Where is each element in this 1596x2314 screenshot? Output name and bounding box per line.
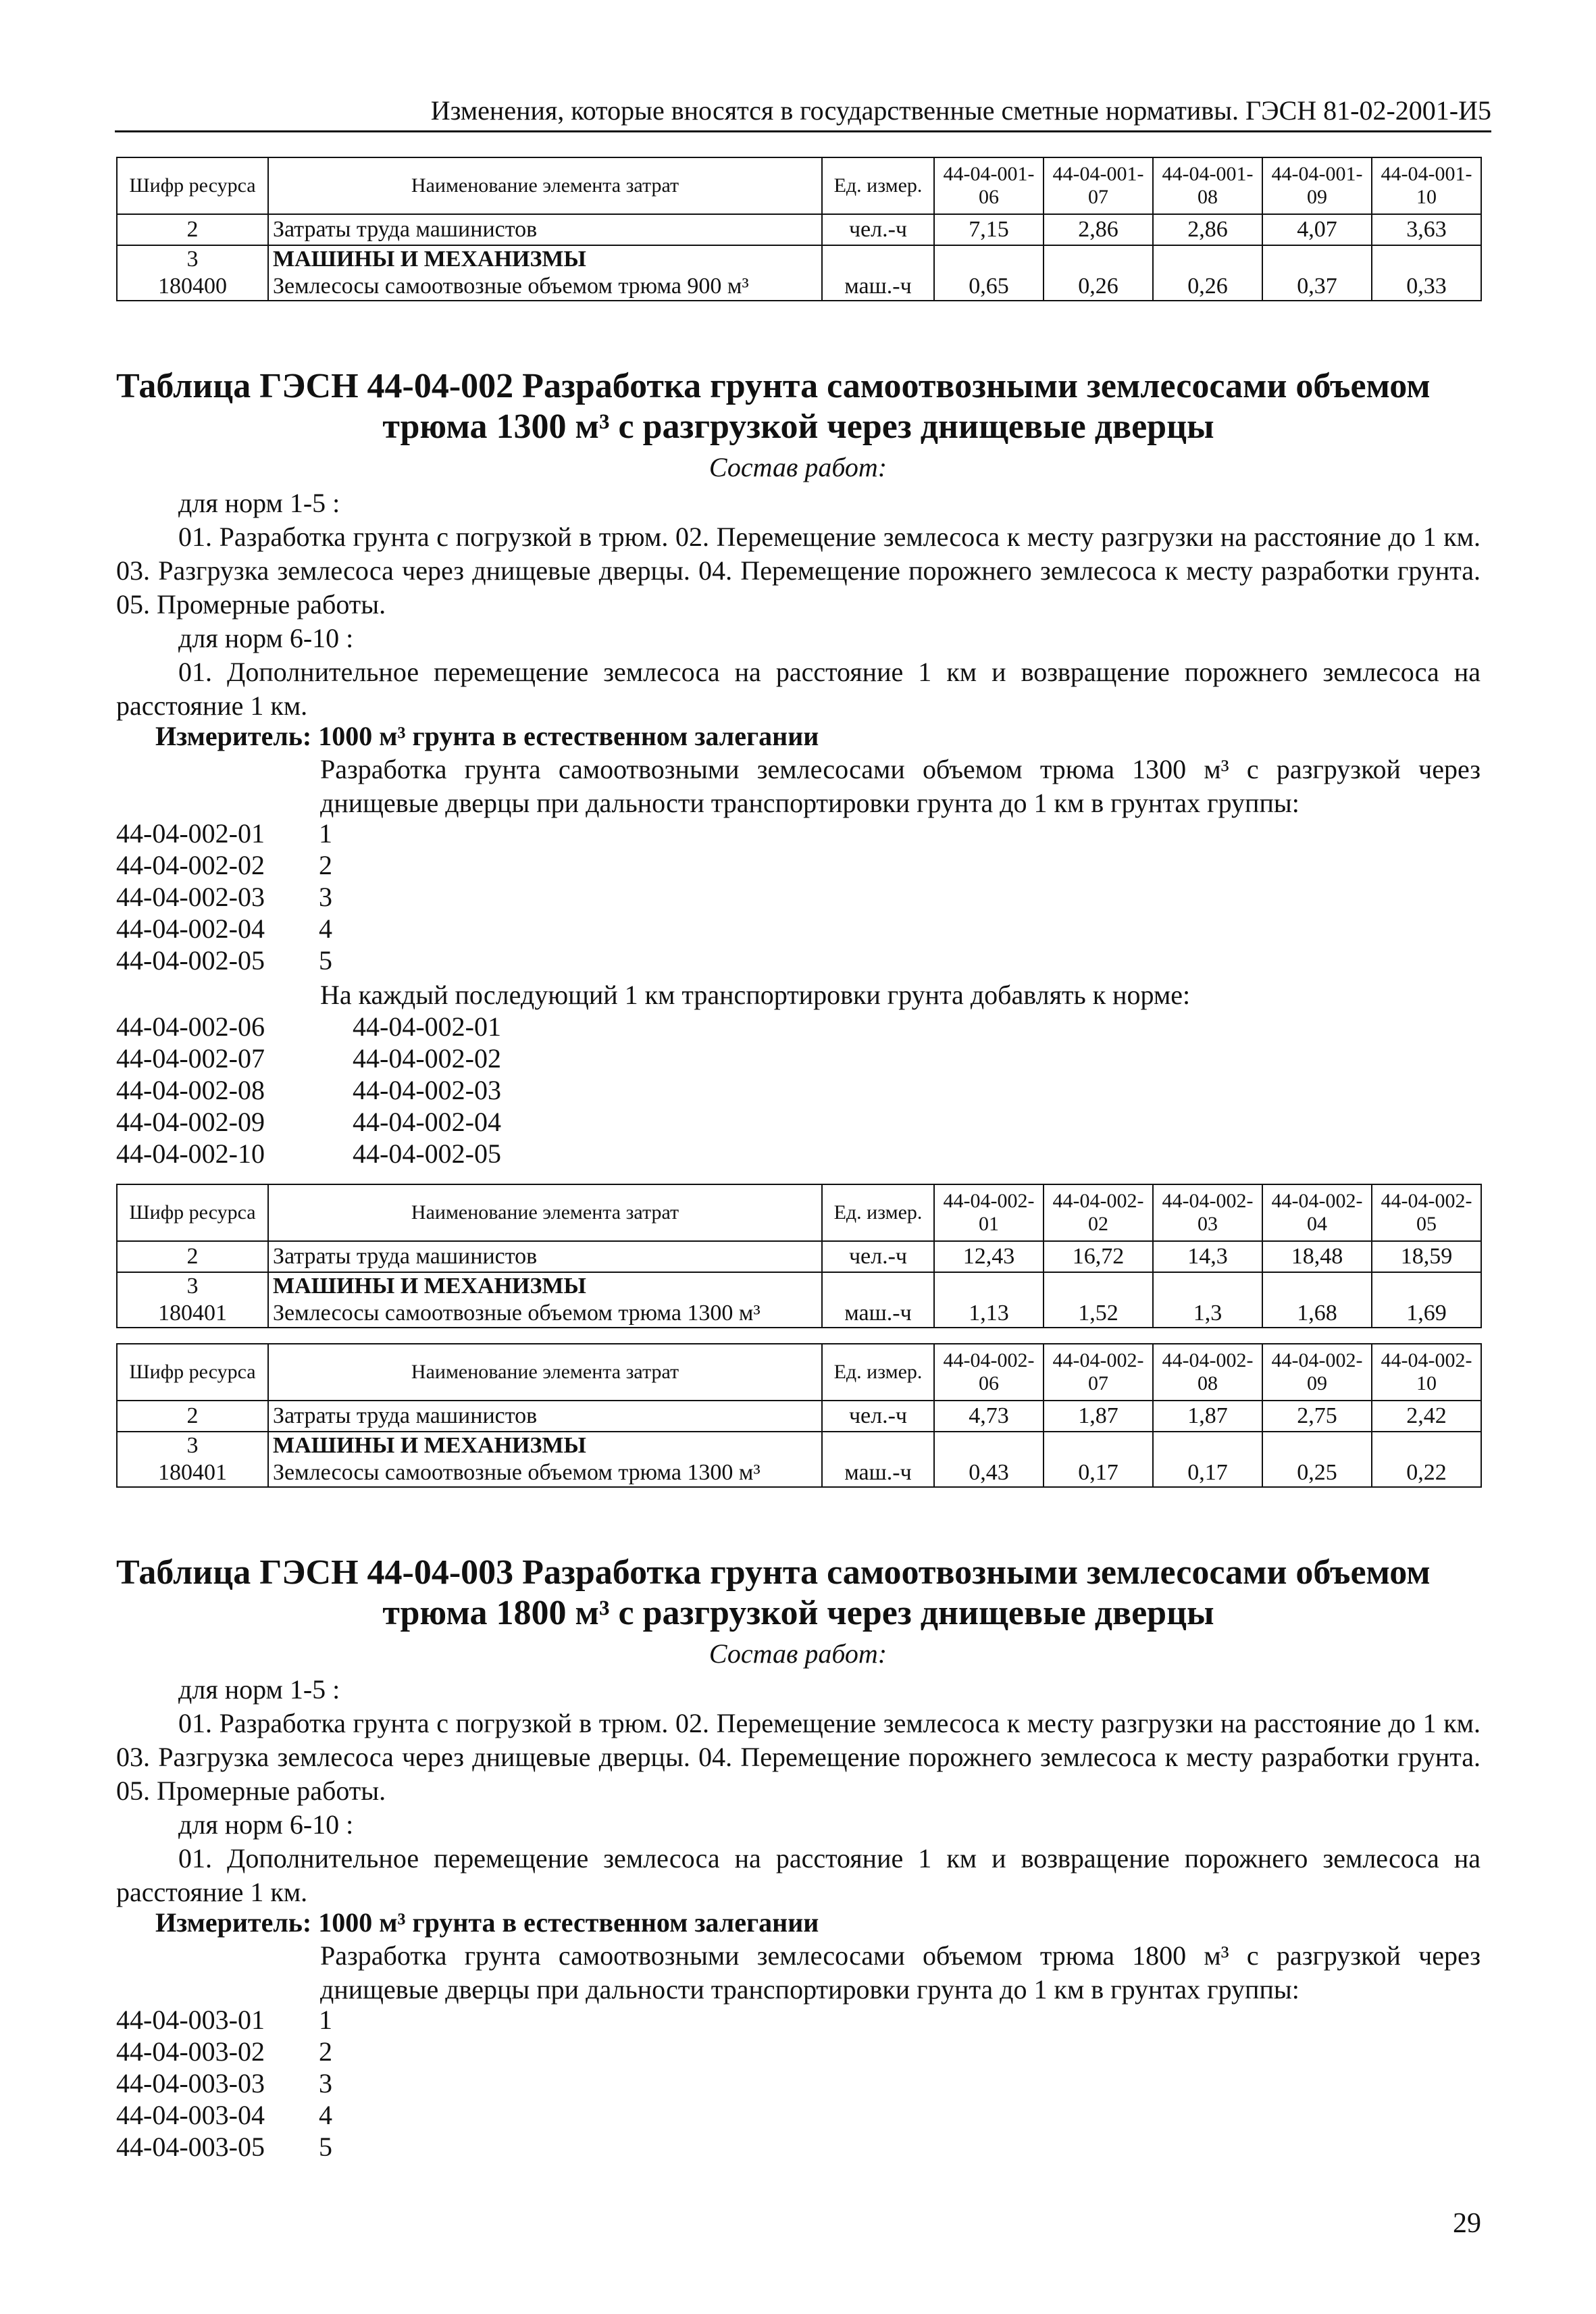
resource-value: 2,42 (1372, 1401, 1481, 1432)
work-description: 01. Разработка грунта с погрузкой в трюм. 02. Перемещение землесоса к месту разгрузки на расстояние до 1 км. 03. Разгрузка землесоса через днищевые дверцы. 04. Перемещение порожнего землесоса к месту разработки грунта. 05. Промерные работы. (116, 522, 1481, 620)
norm-code-list (116, 818, 521, 976)
header-norm-code: 44-04-002-02 (1044, 1184, 1153, 1241)
resource-code: 2 (117, 214, 268, 245)
resource-value: 4,73 (934, 1401, 1044, 1432)
resource-name: Затраты труда машинистов (268, 1401, 822, 1432)
resource-value: 1,87 (1044, 1401, 1153, 1432)
norm-code-list (116, 1011, 555, 1169)
resource-value: 0,25 (1262, 1459, 1372, 1487)
resource-group-name: МАШИНЫ И МЕХАНИЗМЫ (268, 1272, 822, 1300)
section-title (116, 366, 1481, 447)
table-row (117, 245, 1481, 273)
page-header: Изменения, которые вносятся в государственные сметные нормативы. ГЭСН 81-02-2001-И5 (115, 95, 1491, 132)
header-norm-code: 44-04-002-01 (934, 1184, 1044, 1241)
table-row (117, 1459, 1481, 1487)
resource-name: Землесосы самоотвозные объемом трюма 1300 м³ (268, 1300, 822, 1328)
list-item: 44-04-002-07 44-04-002-02 (116, 1043, 501, 1074)
resource-value: 1,52 (1044, 1300, 1153, 1328)
resource-code: 180401 (117, 1459, 268, 1487)
resource-value: 1,13 (934, 1300, 1044, 1328)
header-norm-code: 44-04-002-10 (1372, 1344, 1481, 1401)
resource-table-2 (116, 1184, 1482, 1328)
table-row (117, 1401, 1481, 1432)
header-norm-code: 44-04-002-07 (1044, 1344, 1153, 1401)
header-norm-code: 44-04-001-10 (1372, 157, 1481, 214)
table-row (117, 214, 1481, 245)
table-row (117, 1272, 1481, 1300)
resource-value: 12,43 (934, 1241, 1044, 1272)
resource-name: Землесосы самоотвозные объемом трюма 1300 м³ (268, 1459, 822, 1487)
header-code: Шифр ресурса (117, 157, 268, 214)
resource-value: 1,87 (1153, 1401, 1262, 1432)
resource-name: Землесосы самоотвозные объемом трюма 900 м³ (268, 273, 822, 301)
header-norm-code: 44-04-001-06 (934, 157, 1044, 214)
list-item: 44-04-002-09 44-04-002-04 (116, 1107, 501, 1137)
norms-range-label: для норм 1-5 : (178, 488, 340, 518)
section-title (116, 1553, 1481, 1634)
resource-value: 0,26 (1044, 273, 1153, 301)
resource-group-name: МАШИНЫ И МЕХАНИЗМЫ (268, 245, 822, 273)
header-name: Наименование элемента затрат (268, 1344, 822, 1401)
resource-value: 3,63 (1372, 214, 1481, 245)
resource-value: 1,68 (1262, 1300, 1372, 1328)
section-title-line2: трюма 1300 м³ с разгрузкой через днищевые дверцы (382, 407, 1214, 446)
list-item: 44-04-002-08 44-04-002-03 (116, 1075, 501, 1105)
resource-unit: маш.-ч (822, 1300, 934, 1328)
resource-table-3 (116, 1343, 1482, 1488)
resource-unit: чел.-ч (822, 214, 934, 245)
table-row (117, 1432, 1481, 1459)
norm-description: Разработка грунта самоотвозными землесосами объемом трюма 1300 м³ с разгрузкой через днищевые дверцы при дальности транспортировки грунта до 1 км в грунтах группы: (320, 754, 1481, 818)
section-subtitle: Состав работ: (709, 1638, 887, 1669)
resource-value: 0,22 (1372, 1459, 1481, 1487)
resource-unit: чел.-ч (822, 1401, 934, 1432)
resource-code: 180401 (117, 1300, 268, 1328)
resource-value: 2,75 (1262, 1401, 1372, 1432)
resource-group-name: МАШИНЫ И МЕХАНИЗМЫ (268, 1432, 822, 1459)
header-norm-code: 44-04-001-07 (1044, 157, 1153, 214)
table-row (117, 273, 1481, 301)
header-unit: Ед. измер. (822, 157, 934, 214)
header-unit: Ед. измер. (822, 1344, 934, 1401)
resource-code: 3 (117, 1272, 268, 1300)
norm-description: Разработка грунта самоотвозными землесосами объемом трюма 1800 м³ с разгрузкой через днищевые дверцы при дальности транспортировки грунта до 1 км в грунтах группы: (320, 1940, 1481, 2005)
section-title-line1: Таблица ГЭСН 44-04-003 Разработка грунта самоотвозными землесосами объемом (116, 1553, 1431, 1592)
resource-value: 2,86 (1153, 214, 1262, 245)
header-norm-code: 44-04-002-08 (1153, 1344, 1262, 1401)
resource-value: 7,15 (934, 214, 1044, 245)
header-norm-code: 44-04-002-05 (1372, 1184, 1481, 1241)
measure-unit: Измеритель: 1000 м³ грунта в естественном залегании (155, 721, 819, 751)
resource-value: 1,69 (1372, 1300, 1481, 1328)
resource-code: 180400 (117, 273, 268, 301)
header-code: Шифр ресурса (117, 1344, 268, 1401)
resource-unit: маш.-ч (822, 1459, 934, 1487)
header-norm-code: 44-04-002-06 (934, 1344, 1044, 1401)
resource-value: 16,72 (1044, 1241, 1153, 1272)
resource-value: 0,26 (1153, 273, 1262, 301)
norms-range-label: для норм 1-5 : (178, 1674, 340, 1705)
resource-table-1 (116, 157, 1482, 301)
table-row (117, 1300, 1481, 1328)
resource-code: 2 (117, 1401, 268, 1432)
list-item: 44-04-002-03 3 (116, 882, 332, 912)
list-item: 44-04-002-01 1 (116, 818, 332, 849)
resource-unit: маш.-ч (822, 273, 934, 301)
resource-value: 0,17 (1044, 1459, 1153, 1487)
section-title-line2: трюма 1800 м³ с разгрузкой через днищевые дверцы (382, 1594, 1214, 1632)
resource-unit: чел.-ч (822, 1241, 934, 1272)
resource-value: 0,43 (934, 1459, 1044, 1487)
norms-range-label: для норм 6-10 : (178, 623, 354, 653)
header-norm-code: 44-04-001-08 (1153, 157, 1262, 214)
list-item: 44-04-002-10 44-04-002-05 (116, 1138, 501, 1169)
resource-value: 0,17 (1153, 1459, 1262, 1487)
header-norm-code: 44-04-002-04 (1262, 1184, 1372, 1241)
resource-code: 2 (117, 1241, 268, 1272)
resource-code: 3 (117, 245, 268, 273)
list-item: 44-04-002-06 44-04-002-01 (116, 1011, 501, 1042)
resource-value: 0,33 (1372, 273, 1481, 301)
resource-value: 2,86 (1044, 214, 1153, 245)
table-row (117, 1241, 1481, 1272)
header-name: Наименование элемента затрат (268, 1184, 822, 1241)
norms-range-label: для норм 6-10 : (178, 1809, 354, 1840)
resource-code: 3 (117, 1432, 268, 1459)
extra-km-note: На каждый последующий 1 км транспортировки грунта добавлять к норме: (320, 980, 1191, 1010)
header-norm-code: 44-04-002-09 (1262, 1344, 1372, 1401)
resource-name: Затраты труда машинистов (268, 1241, 822, 1272)
norm-code-list (116, 2004, 521, 2163)
list-item: 44-04-002-05 5 (116, 945, 332, 976)
section-title-line1: Таблица ГЭСН 44-04-002 Разработка грунта самоотвозными землесосами объемом (116, 367, 1431, 405)
work-description: 01. Дополнительное перемещение землесоса на расстояние 1 км и возвращение порожнего землесоса на расстояние 1 км. (116, 657, 1481, 721)
resource-value: 14,3 (1153, 1241, 1262, 1272)
list-item: 44-04-002-04 4 (116, 913, 332, 944)
list-item: 44-04-003-04 4 (116, 2100, 332, 2130)
list-item: 44-04-003-01 1 (116, 2005, 332, 2035)
resource-value: 1,3 (1153, 1300, 1262, 1328)
work-description: 01. Разработка грунта с погрузкой в трюм. 02. Перемещение землесоса к месту разгрузки на расстояние до 1 км. 03. Разгрузка землесоса через днищевые дверцы. 04. Перемещение порожнего землесоса к месту разработки грунта. 05. Промерные работы. (116, 1708, 1481, 1806)
resource-value: 0,37 (1262, 273, 1372, 301)
section-subtitle: Состав работ: (709, 452, 887, 482)
header-unit: Ед. измер. (822, 1184, 934, 1241)
page-number: 29 (1453, 2208, 1481, 2239)
list-item: 44-04-003-05 5 (116, 2132, 332, 2162)
resource-value: 4,07 (1262, 214, 1372, 245)
header-norm-code: 44-04-001-09 (1262, 157, 1372, 214)
measure-unit: Измеритель: 1000 м³ грунта в естественном залегании (155, 1907, 819, 1938)
resource-value: 0,65 (934, 273, 1044, 301)
header-norm-code: 44-04-002-03 (1153, 1184, 1262, 1241)
resource-name: Затраты труда машинистов (268, 214, 822, 245)
header-code: Шифр ресурса (117, 1184, 268, 1241)
header-name: Наименование элемента затрат (268, 157, 822, 214)
list-item: 44-04-003-02 2 (116, 2036, 332, 2067)
work-description: 01. Дополнительное перемещение землесоса на расстояние 1 км и возвращение порожнего землесоса на расстояние 1 км. (116, 1843, 1481, 1907)
list-item: 44-04-002-02 2 (116, 850, 332, 880)
resource-value: 18,48 (1262, 1241, 1372, 1272)
resource-value: 18,59 (1372, 1241, 1481, 1272)
list-item: 44-04-003-03 3 (116, 2068, 332, 2098)
